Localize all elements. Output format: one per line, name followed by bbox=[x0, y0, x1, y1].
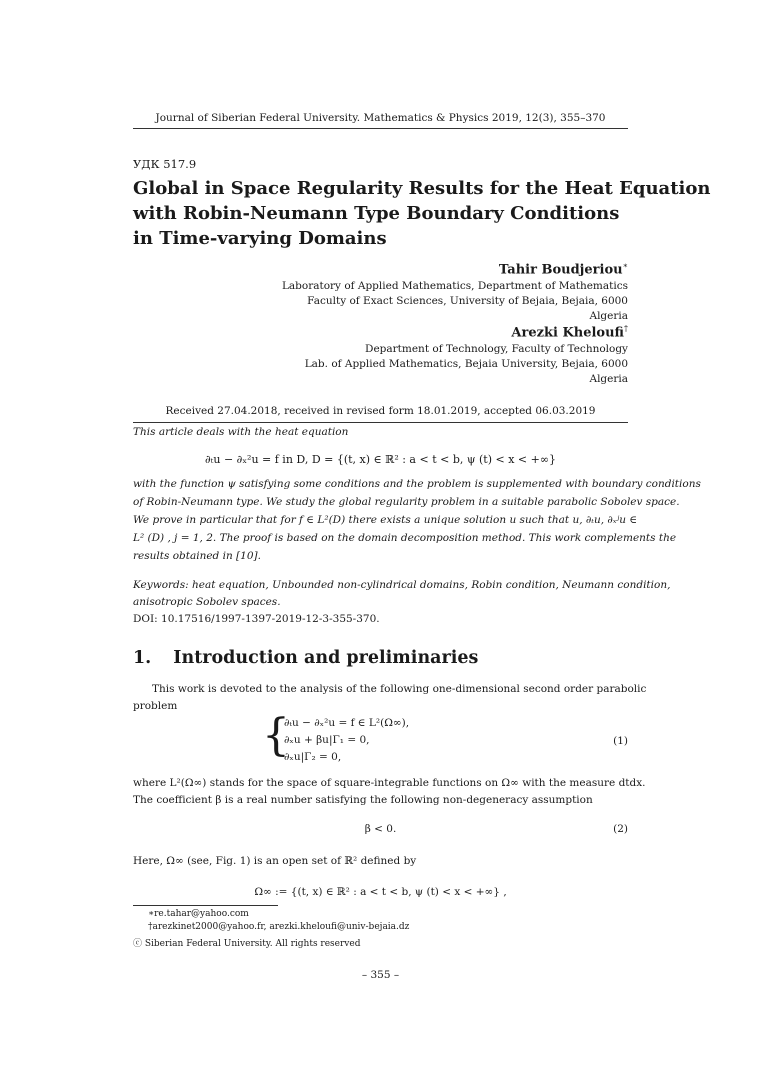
system-eq: ∂ₓu + βu|Γ₁ = 0, bbox=[284, 734, 370, 746]
abstract-rule bbox=[133, 422, 628, 423]
footnote-rule bbox=[133, 905, 278, 906]
keywords-line: anisotropic Sobolev spaces. bbox=[133, 596, 281, 608]
footnote: †arezkinet2000@yahoo.fr, arezki.kheloufi@univ-bejaia.dz bbox=[148, 922, 410, 932]
received-dates: Received 27.04.2018, received in revised form 18.01.2019, accepted 06.03.2019 bbox=[165, 405, 596, 417]
equation-number: (2) bbox=[613, 823, 628, 835]
abstract-line: results obtained in [10]. bbox=[133, 550, 261, 562]
abstract-line: of Robin-Neumann type. We study the global regularity problem in a suitable parabolic Sobolev space. bbox=[133, 496, 680, 508]
title-line: with Robin-Neumann Type Boundary Conditions bbox=[133, 203, 620, 224]
body-line: This work is devoted to the analysis of the following one-dimensional second order parabolic bbox=[152, 683, 647, 695]
affiliation-line: Lab. of Applied Mathematics, Bejaia University, Bejaia, 6000 bbox=[304, 358, 628, 370]
title-line: Global in Space Regularity Results for the Heat Equation bbox=[133, 178, 711, 199]
author-name: Tahir Boudjeriou∗ bbox=[498, 261, 628, 278]
system-eq: ∂ₜu − ∂ₓ²u = f ∈ L²(Ω∞), bbox=[284, 717, 410, 729]
abstract-line: We prove in particular that for f ∈ L²(D) there exists a unique solution u such that u, ∂ₜu, ∂ₓʲu ∈ bbox=[133, 514, 638, 526]
equation: Ω∞ := {(t, x) ∈ ℝ² : a < t < b, ψ (t) < x < +∞} , bbox=[254, 886, 507, 898]
title-line: in Time-varying Domains bbox=[133, 228, 387, 249]
body-line: The coefficient β is a real number satisfying the following non-degeneracy assumption bbox=[133, 794, 593, 806]
page-number: – 355 – bbox=[361, 969, 400, 981]
body-line: Here, Ω∞ (see, Fig. 1) is an open set of ℝ² defined by bbox=[133, 855, 417, 867]
system-eq: ∂ₓu|Γ₂ = 0, bbox=[284, 751, 342, 763]
keywords-line: Keywords: heat equation, Unbounded non-cylindrical domains, Robin condition, Neumann condition, bbox=[133, 579, 671, 591]
doi: DOI: 10.17516/1997-1397-2019-12-3-355-370. bbox=[133, 613, 380, 625]
body-line: where L²(Ω∞) stands for the space of square-integrable functions on Ω∞ with the measure dtdx. bbox=[133, 777, 646, 789]
header-rule bbox=[133, 128, 628, 129]
brace: { bbox=[262, 710, 290, 761]
affiliation-line: Department of Technology, Faculty of Technology bbox=[365, 343, 628, 355]
affiliation-line: Algeria bbox=[589, 373, 628, 385]
section-heading: 1. Introduction and preliminaries bbox=[133, 648, 479, 668]
footnote: ⓒ Siberian Federal University. All rights reserved bbox=[133, 939, 361, 949]
affiliation-line: Faculty of Exact Sciences, University of Bejaia, Bejaia, 6000 bbox=[307, 295, 628, 307]
abstract-line: with the function ψ satisfying some conditions and the problem is supplemented with boundary conditions bbox=[133, 478, 701, 490]
equation-number: (1) bbox=[613, 735, 628, 747]
footnote: ∗re.tahar@yahoo.com bbox=[148, 909, 249, 919]
abstract-line: L² (D) , j = 1, 2. The proof is based on the domain decomposition method. This work complements the bbox=[133, 532, 677, 544]
affiliation-line: Laboratory of Applied Mathematics, Department of Mathematics bbox=[281, 280, 628, 292]
abstract-intro: This article deals with the heat equation bbox=[133, 426, 349, 438]
running-header: Journal of Siberian Federal University. Mathematics & Physics 2019, 12(3), 355–370 bbox=[155, 112, 606, 124]
equation: β < 0. bbox=[364, 823, 397, 835]
abstract-equation: ∂ₜu − ∂ₓ²u = f in D, D = {(t, x) ∈ ℝ² : a < t < b, ψ (t) < x < +∞} bbox=[204, 453, 556, 466]
affiliation-line: Algeria bbox=[589, 310, 628, 322]
author-name: Arezki Kheloufi† bbox=[511, 324, 628, 341]
body-line: problem bbox=[133, 700, 178, 712]
udc: УДК 517.9 bbox=[133, 157, 197, 171]
